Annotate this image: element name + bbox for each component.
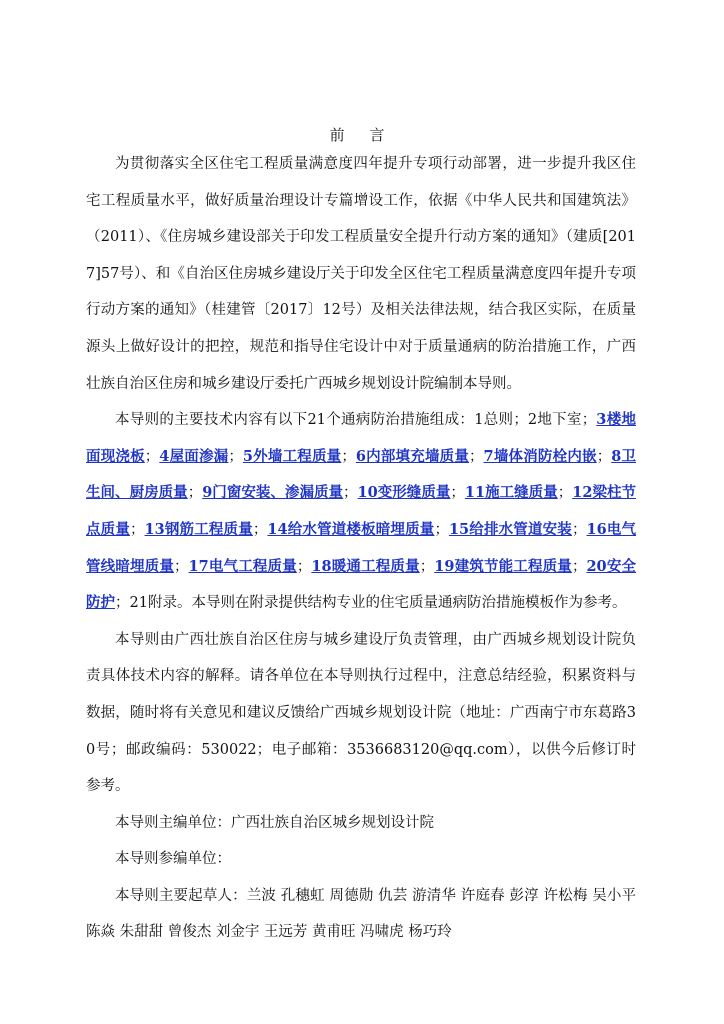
toc-link-6[interactable]: 6内部填充墙质量 [355,447,470,465]
contents-outro: ；21附录。本导则在附录提供结构专业的住宅质量通病防治措施模板作为参考。 [115,595,627,612]
toc-link-11[interactable]: 11施工缝质量 [464,484,558,502]
toc-link-3[interactable]: 3楼地面现浇板 [86,411,636,465]
toc-separator: ； [174,558,189,575]
paragraph-co-editors: 本导则参编单位： [115,851,231,868]
toc-separator: ； [571,558,587,575]
toc-separator: ； [343,485,358,502]
toc-separator: ； [228,448,243,465]
toc-link-16[interactable]: 16电气管线暗埋质量 [86,520,637,575]
toc-separator: ； [557,485,573,502]
toc-link-20[interactable]: 20安全防护 [86,557,636,612]
toc-separator: ； [469,448,484,465]
toc-separator: ； [252,521,268,538]
paragraph-purpose: 为贯彻落实全区住宅工程质量满意度四年提升专项行动部署，进一步提升我区住宅工程质量水平，做好质量治理设计专篇增设工作，依据《中华人民共和国建筑法》（2011）、《住房城乡建设部关于印发工程质量安全提升行动方案的通知》（建质[2017]57号）、和《自治区住房城乡建设厅关于印发全区住宅工程质量满意度四年提升专项行动方案的通知》（桂建管〔2017〕12号）及相关法律法规，结合我区实际，在质量源头上做好设计的把控，规范和指导住宅设计中对于质量通病的防治措施工作，广西壮族自治区住房和城乡建设厅委托广西城乡规划设计院编制本导则。 [86,156,636,392]
toc-separator: ； [187,485,203,502]
toc-link-10[interactable]: 10变形缝质量 [357,484,451,502]
toc-separator: ； [450,485,465,502]
paragraph-management: 本导则由广西壮族自治区住房与城乡建设厅负责管理，由广西城乡规划设计院负责具体技术内容的解释。请各单位在本导则执行过程中，注意总结经验，积累资料与数据，随时将有关意见和建议反馈给广西城乡规划设计院（地址：广西南宁市东葛路30号；邮政编码：530022；电子邮箱：3536683120@qq.com），以供今后修订时参考。 [86,631,636,795]
paragraph-contents [86,402,636,622]
toc-link-19[interactable]: 19建筑节能工程质量 [434,557,572,575]
toc-separator: ； [144,448,160,465]
toc-link-13[interactable]: 13钢筋工程质量 [144,520,253,538]
toc-separator: ； [596,448,612,465]
toc-link-17[interactable]: 17电气工程质量 [188,557,297,575]
toc-separator: ； [130,521,145,538]
toc-link-12[interactable]: 12梁柱节点质量 [86,484,636,538]
paragraph-drafters: 本导则主要起草人：兰波 孔穗虹 周德勋 仇芸 游清华 许庭春 彭淳 许松梅 吴小平 陈焱 朱甜甜 曾俊杰 刘金宇 王远芳 黄甫旺 冯啸虎 杨巧玲 [86,887,636,941]
toc-separator: ； [296,558,312,575]
toc-link-18[interactable]: 18暖通工程质量 [311,557,420,575]
toc-link-9[interactable]: 9门窗安装、渗漏质量 [202,484,344,502]
toc-link-4[interactable]: 4屋面渗漏 [159,447,229,465]
paragraph-chief-editor: 本导则主编单位：广西壮族自治区城乡规划设计院 [115,814,434,831]
toc-separator: ； [341,448,356,465]
contents-intro: 本导则的主要技术内容有以下21个通病防治措施组成：1总则；2地下室； [115,412,597,429]
toc-separator: ； [434,521,449,538]
toc-link-5[interactable]: 5外墙工程质量 [242,447,342,465]
toc-link-8[interactable]: 8卫生间、厨房质量 [86,447,637,502]
toc-separator: ； [419,558,435,575]
toc-link-14[interactable]: 14给水管道楼板暗埋质量 [267,520,435,538]
page-title: 前 言 [329,126,395,144]
toc-link-15[interactable]: 15给排水管道安装 [448,520,572,538]
document-body [86,146,636,951]
toc-link-7[interactable]: 7墙体消防栓内嵌 [483,447,597,465]
toc-separator: ； [571,521,587,538]
